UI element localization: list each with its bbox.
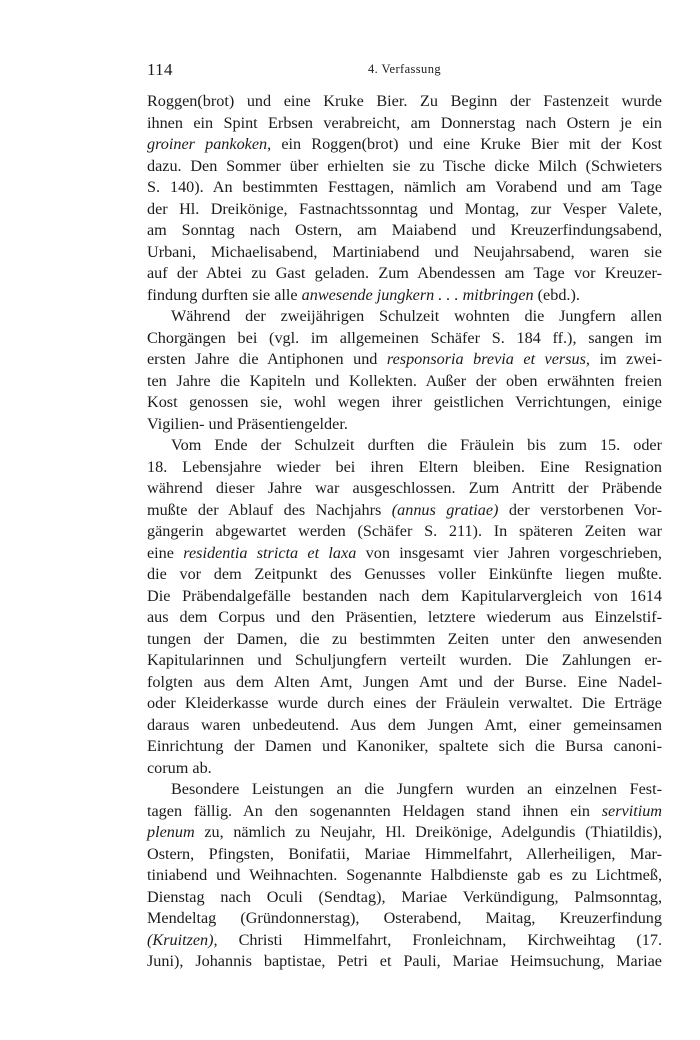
text-segment: die vor dem Zeitpunkt des Genusses voller Einkünfte liegen mußte. <box>147 565 662 583</box>
text-line <box>147 392 662 414</box>
text-line <box>147 629 662 651</box>
text-segment: Urbani, Michaelisabend, Martiniabend und Neujahrsabend, waren sie <box>147 242 662 261</box>
text-segment: auf der Abtei zu Gast geladen. Zum Abendessen am Tage vor Kreuzer- <box>147 264 662 282</box>
text-segment: zu, nämlich zu Neujahr, Hl. Dreikönige, Adelgundis (Thiatildis), <box>194 823 662 841</box>
text-segment: tagen fällig. An den sogenannten Heldagen stand ihnen ein <box>147 801 602 820</box>
italic-phrase: servitium <box>601 801 662 820</box>
text-line <box>147 220 662 242</box>
text-segment: (ebd.). <box>533 285 580 304</box>
text-line <box>147 650 662 672</box>
text-segment: Juni), Johannis baptistae, Petri et Pauli, Mariae Heimsuchung, Mariae <box>147 952 662 970</box>
text-line <box>147 457 662 479</box>
text-segment: eine <box>147 543 184 562</box>
text-line <box>147 887 662 909</box>
text-line <box>147 371 662 393</box>
text-segment: Ostern, Pfingsten, Bonifatii, Mariae Himmelfahrt, Allerheiligen, Mar- <box>147 844 662 863</box>
text-segment: Dienstag nach Oculi (Sendtag), Mariae Verkündigung, Palmsonntag, <box>147 887 662 906</box>
italic-phrase: anwesende jungkern . . . mitbringen <box>301 285 534 304</box>
text-segment: mußte der Ablauf des Nachjahrs <box>147 500 392 519</box>
italic-phrase: (annus gratiae) <box>391 500 499 519</box>
text-line <box>147 242 662 264</box>
italic-phrase: plenum <box>147 823 195 841</box>
text-segment: ersten Jahre die Antiphonen und <box>147 350 387 368</box>
text-line <box>147 672 662 694</box>
text-line <box>147 715 662 737</box>
text-segment: gängerin abgewartet werden (Schäfer S. 211). In späteren Zeiten war <box>147 522 662 540</box>
italic-phrase: residentia stricta et laxa <box>183 543 357 562</box>
text-segment: am Sonntag nach Ostern, am Maiabend und Kreuzerfindungsabend, <box>147 221 662 239</box>
text-segment: Vom Ende der Schulzeit durften die Fräulein bis zum 15. oder <box>171 436 662 454</box>
italic-phrase: responsoria brevia et versus, <box>386 350 590 368</box>
text-line <box>147 865 662 887</box>
text-line <box>147 521 662 543</box>
text-segment: Kost genossen sie, wohl wegen ihrer geistlichen Verrichtungen, einige <box>147 393 662 411</box>
body-text <box>147 91 662 973</box>
text-segment: dazu. Den Sommer über erhielten sie zu Tische dicke Milch (Schwieters <box>147 156 662 175</box>
text-line <box>147 779 662 801</box>
text-segment: tiniabend und Weihnachten. Sogenannte Halbdienste gab es zu Lichtmeß, <box>147 866 662 884</box>
text-line <box>147 822 662 844</box>
text-segment: im zwei- <box>589 350 662 368</box>
text-line <box>147 801 662 823</box>
text-segment: Besondere Leistungen an die Jungfern wurden an einzelnen Fest- <box>171 780 662 798</box>
text-line <box>147 435 662 457</box>
text-line <box>147 134 662 156</box>
text-segment: der verstorbenen Vor- <box>498 500 662 519</box>
text-segment: Vigilien- und Präsentiengelder. <box>147 414 348 433</box>
text-segment: Christi Himmelfahrt, Fronleichnam, Kirchweihtag (17. <box>217 930 662 949</box>
text-line <box>147 693 662 715</box>
text-segment: Kapitularinnen und Schuljungfern verteilt wurden. Die Zahlungen er- <box>147 651 662 669</box>
text-line <box>147 285 662 307</box>
text-line <box>147 758 662 780</box>
text-line <box>147 500 662 522</box>
text-segment: 18. Lebensjahre wieder bei ihren Eltern bleiben. Eine Resignation <box>147 457 662 476</box>
text-line <box>147 930 662 952</box>
text-segment: Mendeltag (Gründonnerstag), Osterabend, Maitag, Kreuzerfindung <box>147 909 662 927</box>
text-segment: findung durften sie alle <box>147 285 302 304</box>
text-segment: aus dem Corpus und den Präsentien, letztere wiederum aus Einzelstif- <box>147 608 662 626</box>
text-line <box>147 113 662 135</box>
italic-phrase: (Kruitzen), <box>147 930 218 949</box>
text-line <box>147 199 662 221</box>
running-head: 4. Verfassung <box>367 62 442 76</box>
text-line <box>147 586 662 608</box>
text-segment: Chorgängen bei (vgl. im allgemeinen Schäfer S. 184 ff.), sangen im <box>147 328 662 347</box>
text-segment: tungen der Damen, die zu bestimmten Zeiten unter den anwesenden <box>147 629 662 648</box>
text-line <box>147 91 662 113</box>
text-line <box>147 263 662 285</box>
text-segment: daraus waren unbedeutend. Aus dem Jungen Amt, einer gemeinsamen <box>147 715 662 734</box>
text-segment: Einrichtung der Damen und Kanoniker, spaltete sich die Bursa canoni- <box>147 737 662 755</box>
text-segment: oder Kleiderkasse wurde durch eines der Fräulein verwaltet. Die Erträge <box>147 694 662 712</box>
text-segment: folgten aus dem Alten Amt, Jungen Amt und der Burse. Eine Nadel- <box>147 672 662 691</box>
text-line <box>147 564 662 586</box>
text-segment: Die Präbendalgefälle bestanden nach dem Kapitularvergleich von 1614 <box>147 586 662 605</box>
text-segment: von insgesamt vier Jahren vorgeschrieben, <box>356 543 662 562</box>
text-segment: ten Jahre die Kapiteln und Kollekten. Außer der oben erwähnten freien <box>147 371 662 390</box>
text-line <box>147 607 662 629</box>
text-line <box>147 328 662 350</box>
text-segment: S. 140). An bestimmten Festtagen, nämlich am Vorabend und am Tage <box>147 178 662 196</box>
italic-phrase: groiner pankoken <box>147 135 268 153</box>
page-number: 114 <box>147 60 173 79</box>
text-line <box>147 908 662 930</box>
text-segment: Roggen(brot) und eine Kruke Bier. Zu Beginn der Fastenzeit wurde <box>147 92 662 110</box>
text-line <box>147 736 662 758</box>
text-line <box>147 349 662 371</box>
text-segment: Während der zweijährigen Schulzeit wohnten die Jungfern allen <box>171 307 662 325</box>
text-line <box>147 478 662 500</box>
text-segment: der Hl. Dreikönige, Fastnachtssonntag und Montag, zur Vesper Valete, <box>147 199 662 218</box>
text-line <box>147 156 662 178</box>
text-segment: , ein Roggen(brot) und eine Kruke Bier mit der Kost <box>267 135 662 153</box>
text-line <box>147 951 662 973</box>
text-line <box>147 306 662 328</box>
text-line <box>147 177 662 199</box>
text-line <box>147 414 662 436</box>
text-line <box>147 543 662 565</box>
text-segment: corum ab. <box>147 758 212 777</box>
text-segment: ihnen ein Spint Erbsen verabreicht, am Donnerstag nach Ostern je ein <box>147 113 662 132</box>
text-line <box>147 844 662 866</box>
text-segment: während dieser Jahre war ausgeschlossen. Zum Antritt der Präbende <box>147 479 662 497</box>
